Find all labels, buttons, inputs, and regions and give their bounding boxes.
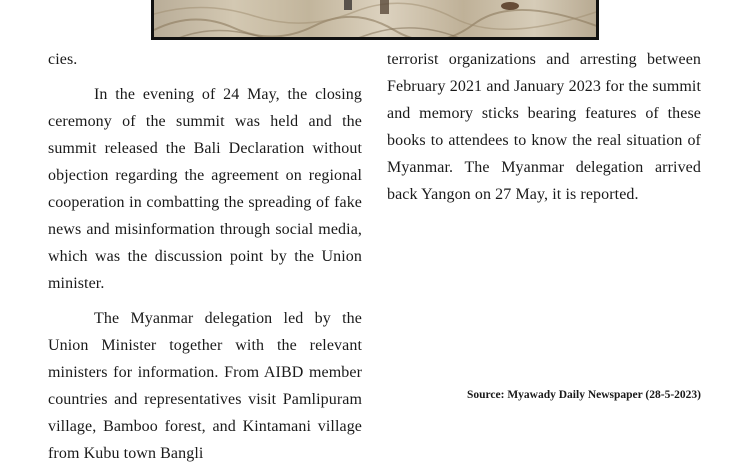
delegation-visit-paragraph: The Myanmar delegation led by the Union Minister together with the relevant ministers for information. From AIBD member countries and representatives visit Pamlipuram village, Bamboo forest, and Kintamani village from Kubu town Bangli (48, 310, 362, 462)
source-credit: Source: Myawady Daily Newspaper (28-5-2023) (466, 389, 701, 401)
article-photo (151, 0, 599, 40)
left-column (48, 46, 362, 467)
closing-ceremony-paragraph: In the evening of 24 May, the closing ceremony of the summit was held and the summit released the Bali Declaration without objection regarding the agreement on regional cooperation in combatting the spreading of fake news and misinformation through social media, which was the discussion point by the Union minister. (48, 86, 362, 292)
left-fragment: cies. (48, 51, 78, 68)
right-column (387, 46, 701, 208)
right-paragraph: terrorist organizations and arresting between February 2021 and January 2023 for the summit and memory sticks bearing features of these books to attendees to know the real situation of Myanmar. The Myanmar delegation arrived back Yangon on 27 May, it is reported. (387, 51, 701, 203)
photo-floor-pattern (154, 0, 599, 40)
